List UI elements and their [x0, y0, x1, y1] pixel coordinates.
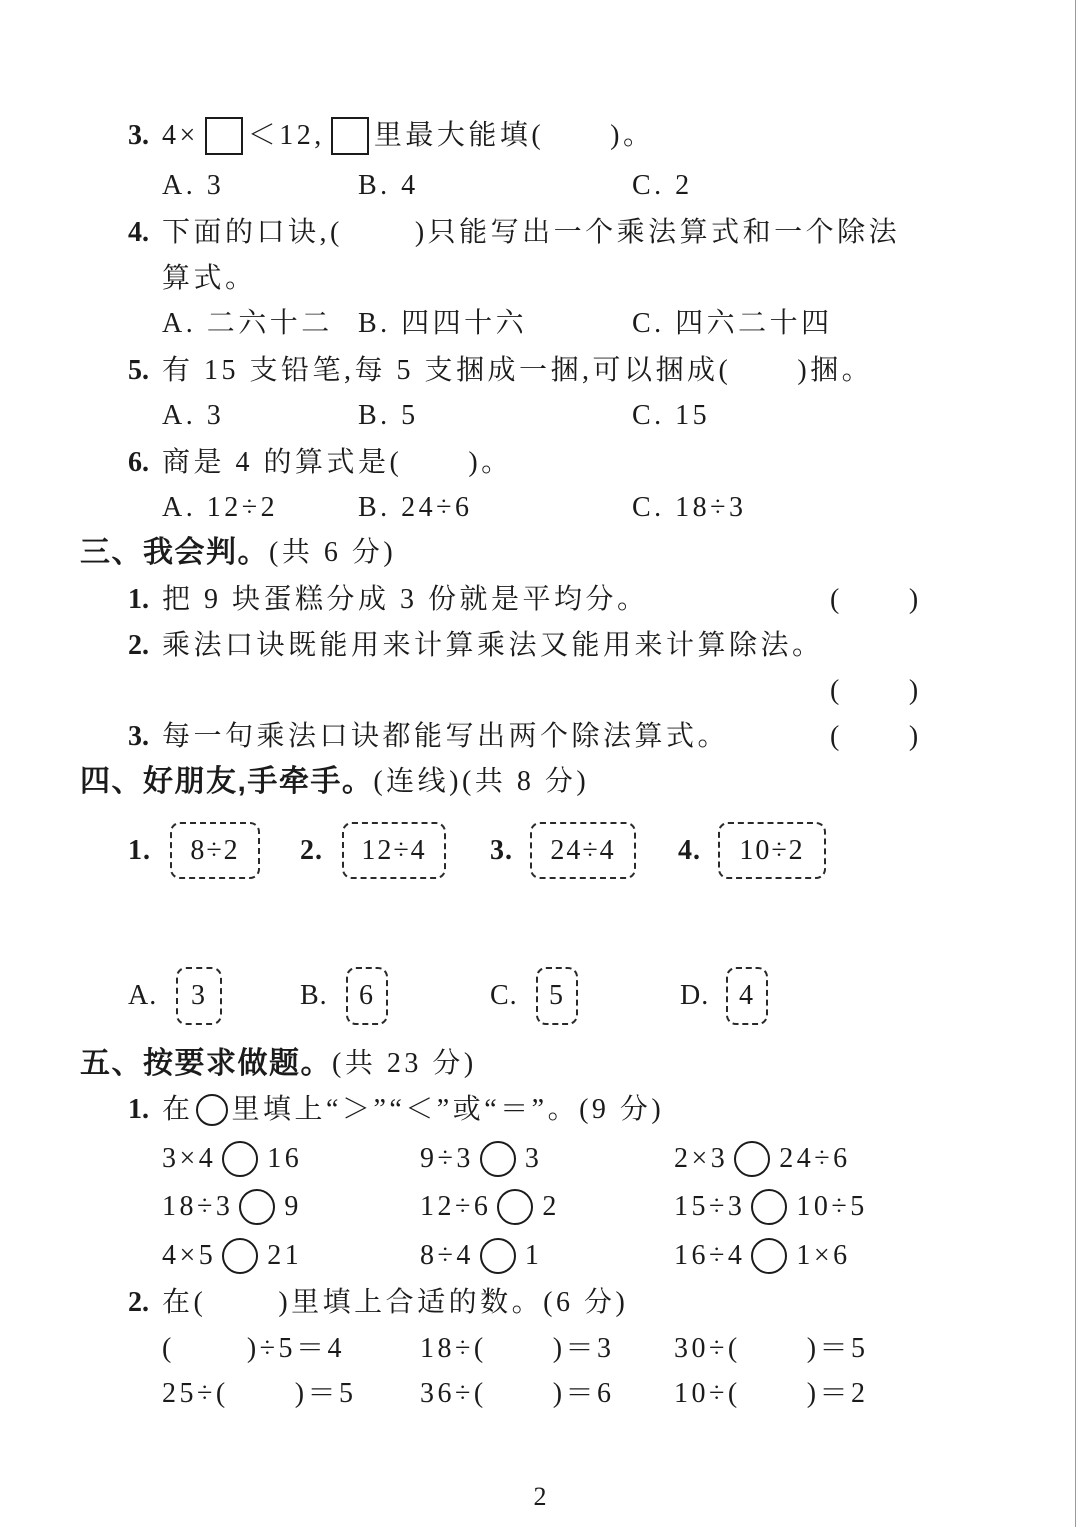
match-expression-number: 4. [678, 835, 701, 866]
compare-circle[interactable] [751, 1189, 787, 1225]
section-title: 三、我会判。 [80, 536, 269, 569]
fill-after: )＝6 [552, 1378, 615, 1409]
judge-answer-paren [830, 717, 922, 757]
fill-item [420, 1329, 615, 1369]
answer-blank[interactable] [843, 676, 909, 706]
question-number: 1. [128, 1094, 149, 1125]
judge-item-2 [128, 626, 824, 666]
match-expression-number: 2. [300, 835, 323, 866]
compare-left: 18÷3 [162, 1191, 234, 1222]
question-6 [128, 443, 513, 483]
paren-open: ( [830, 584, 843, 615]
question-number: 2. [128, 630, 149, 661]
compare-left: 8÷4 [420, 1240, 474, 1271]
question-stem-part: 里最大能填( [373, 120, 545, 151]
judge-item-1 [128, 580, 649, 620]
compare-left: 12÷6 [420, 1191, 492, 1222]
judge-statement: 乘法口诀既能用来计算乘法又能用来计算除法。 [162, 630, 824, 661]
compare-item [420, 1187, 560, 1227]
compare-circle[interactable] [222, 1141, 258, 1177]
judge-item-3 [128, 717, 729, 757]
question-stem-part: 里填上“＞”“＜”或“＝”。(9 分) [231, 1094, 665, 1125]
fill-before: 36÷( [420, 1378, 487, 1409]
fill-after: )＝5 [294, 1378, 357, 1409]
match-answer-label: B. [300, 980, 328, 1011]
fill-item [674, 1374, 869, 1414]
fill-after: )＝3 [552, 1333, 615, 1364]
answer-box[interactable] [331, 117, 369, 155]
question-stem-part: 下面的口诀,( [162, 217, 343, 248]
question-stem-part: 在 [162, 1094, 194, 1125]
compare-circle[interactable] [222, 1238, 258, 1274]
question-stem-part: 在( [162, 1287, 207, 1318]
option-c: C. 18÷3 [632, 492, 747, 523]
fill-before: 30÷( [674, 1333, 741, 1364]
fill-after: )÷5＝4 [246, 1333, 346, 1364]
judge-answer-paren [830, 671, 922, 711]
question-number: 5. [128, 355, 149, 386]
match-answer-card[interactable]: 4 [726, 967, 768, 1025]
match-expression-number: 1. [128, 835, 151, 866]
compare-circle[interactable] [480, 1141, 516, 1177]
section-title: 四、好朋友,手牵手。 [80, 765, 374, 798]
match-expression-number: 3. [490, 835, 513, 866]
option-a: A. 二六十二 [162, 308, 333, 339]
match-answer-label: D. [680, 980, 710, 1011]
compare-circle[interactable] [751, 1238, 787, 1274]
answer-blank[interactable] [402, 448, 468, 478]
answer-blank[interactable] [843, 585, 909, 615]
answer-blank[interactable] [175, 1334, 247, 1364]
answer-blank[interactable] [343, 218, 415, 248]
section-title: 五、按要求做题。 [80, 1047, 332, 1080]
compare-item [674, 1187, 868, 1227]
judge-statement: 每一句乘法口诀都能写出两个除法算式。 [162, 721, 730, 752]
question-4-continuation [162, 259, 257, 299]
question-stem-part: )。 [610, 120, 655, 151]
match-expression-card[interactable]: 8÷2 [170, 822, 260, 879]
answer-blank[interactable] [544, 121, 610, 151]
judge-answer-paren [830, 580, 922, 620]
question-stem-part: 4× [162, 120, 199, 151]
compare-item [420, 1139, 542, 1179]
section-five-heading [80, 1044, 477, 1084]
section-points: (连线)(共 8 分) [373, 766, 590, 797]
section-points: (共 23 分) [332, 1048, 477, 1079]
question-stem-part: )只能写出一个乘法算式和一个除法 [414, 217, 901, 248]
paren-open: ( [830, 675, 843, 706]
question-stem-part: 算式。 [162, 263, 257, 294]
option-a: A. 3 [162, 400, 225, 431]
question-5 [128, 351, 873, 391]
answer-blank[interactable] [843, 722, 909, 752]
circle-symbol [196, 1094, 228, 1126]
answer-blank[interactable] [741, 1379, 807, 1409]
paren-close: ) [908, 675, 922, 706]
option-c: C. 2 [632, 170, 693, 201]
question-number: 6. [128, 447, 149, 478]
fill-before: 18÷( [420, 1333, 487, 1364]
fill-after: )＝5 [806, 1333, 869, 1364]
compare-left: 16÷4 [674, 1240, 746, 1271]
fill-item [674, 1329, 869, 1369]
compare-circle[interactable] [239, 1189, 275, 1225]
question-number: 1. [128, 584, 149, 615]
compare-right: 9 [284, 1191, 302, 1222]
fill-before: ( [162, 1333, 175, 1364]
compare-right: 24÷6 [779, 1143, 851, 1174]
paren-close: ) [908, 584, 922, 615]
option-b: B. 四四十六 [358, 308, 528, 339]
compare-left: 4×5 [162, 1240, 217, 1271]
match-answer-label: A. [128, 980, 158, 1011]
compare-right: 21 [267, 1240, 303, 1271]
question-stem-part: )捆。 [797, 355, 874, 386]
fill-item [162, 1329, 345, 1369]
compare-right: 1×6 [796, 1240, 851, 1271]
question-stem-part: )。 [468, 447, 513, 478]
option-a: A. 12÷2 [162, 492, 279, 523]
question-stem-part: 有 15 支铅笔,每 5 支捆成一捆,可以捆成( [162, 355, 732, 386]
match-answer-card[interactable]: 6 [346, 967, 388, 1025]
page-edge-line [1075, 0, 1076, 1527]
question-number: 2. [128, 1287, 149, 1318]
match-answer-card[interactable]: 5 [536, 967, 578, 1025]
compare-item [420, 1236, 542, 1276]
compare-right: 3 [524, 1143, 543, 1174]
match-expression-card[interactable]: 10÷2 [718, 822, 826, 879]
compare-right: 1 [524, 1240, 543, 1271]
answer-blank[interactable] [731, 356, 797, 386]
question-stem-part: 商是 4 的算式是( [162, 447, 403, 478]
paren-open: ( [830, 721, 843, 752]
compare-item [674, 1236, 851, 1276]
compare-right: 16 [267, 1143, 303, 1174]
compare-right: 2 [542, 1191, 560, 1222]
question-number: 3. [128, 120, 149, 151]
question-number: 3. [128, 721, 149, 752]
compare-instruction [128, 1090, 664, 1130]
answer-blank[interactable] [487, 1379, 553, 1409]
question-stem-part: ＜12, [247, 120, 325, 151]
answer-blank[interactable] [487, 1334, 553, 1364]
compare-left: 9÷3 [420, 1143, 474, 1174]
compare-item [162, 1236, 302, 1276]
option-b: B. 24÷6 [358, 492, 473, 523]
paren-close: ) [908, 721, 922, 752]
fill-before: 25÷( [162, 1378, 229, 1409]
match-answer-card[interactable]: 3 [176, 967, 222, 1025]
compare-circle[interactable] [497, 1189, 533, 1225]
blank-gap [206, 1288, 278, 1318]
fill-after: )＝2 [806, 1378, 869, 1409]
judge-statement: 把 9 块蛋糕分成 3 份就是平均分。 [162, 584, 649, 615]
compare-left: 3×4 [162, 1143, 217, 1174]
option-b: B. 4 [358, 170, 419, 201]
fill-instruction [128, 1283, 628, 1323]
option-a: A. 3 [162, 170, 225, 201]
compare-circle[interactable] [734, 1141, 770, 1177]
question-number: 4. [128, 217, 149, 248]
question-3 [128, 116, 654, 156]
page-number: 2 [533, 1482, 547, 1511]
compare-item [162, 1139, 302, 1179]
section-points: (共 6 分) [269, 537, 397, 568]
fill-item [162, 1374, 357, 1414]
option-b: B. 5 [358, 400, 419, 431]
match-expression-card[interactable]: 24÷4 [530, 822, 636, 879]
option-c: C. 15 [632, 400, 711, 431]
answer-box[interactable] [205, 117, 243, 155]
match-answer-label: C. [490, 980, 518, 1011]
section-four-heading [80, 762, 589, 802]
match-expression-card[interactable]: 12÷4 [342, 822, 446, 879]
question-4 [128, 213, 900, 253]
compare-circle[interactable] [480, 1238, 516, 1274]
compare-item [162, 1187, 302, 1227]
compare-item [674, 1139, 851, 1179]
compare-left: 2×3 [674, 1143, 729, 1174]
answer-blank[interactable] [229, 1379, 295, 1409]
compare-left: 15÷3 [674, 1191, 746, 1222]
fill-item [420, 1374, 615, 1414]
option-c: C. 四六二十四 [632, 308, 833, 339]
compare-right: 10÷5 [796, 1191, 868, 1222]
question-stem-part: )里填上合适的数。(6 分) [278, 1287, 629, 1318]
answer-blank[interactable] [741, 1334, 807, 1364]
fill-before: 10÷( [674, 1378, 741, 1409]
section-three-heading [80, 533, 396, 573]
